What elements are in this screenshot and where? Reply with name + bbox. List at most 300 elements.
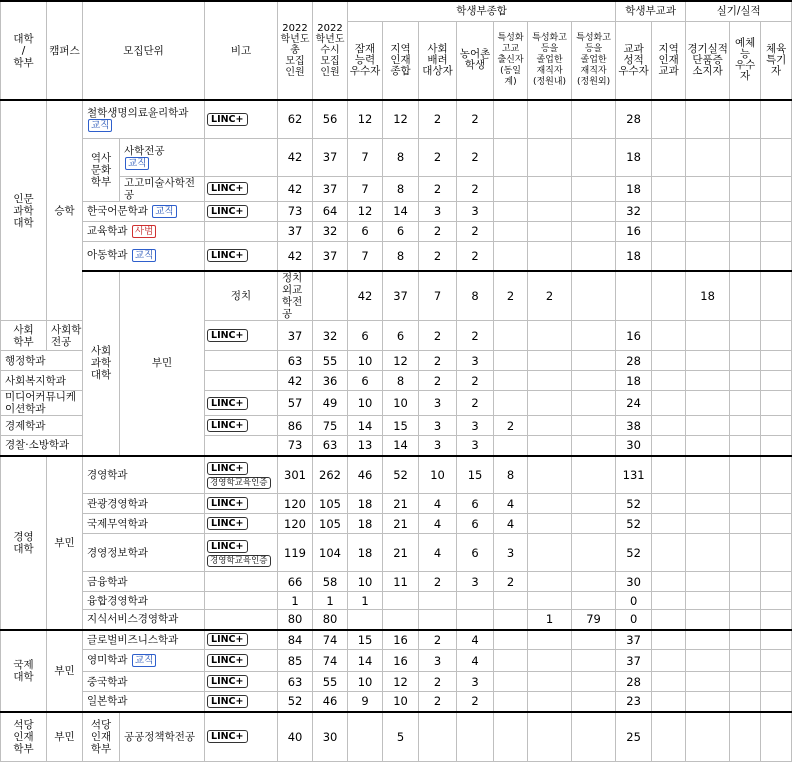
- linc-plus-badge: LINC+: [207, 654, 247, 667]
- quota-cell: 7: [348, 176, 383, 201]
- quota-cell: 15: [457, 456, 494, 494]
- quota-cell: 2: [457, 221, 494, 241]
- header-unit: 모집단위: [83, 1, 205, 100]
- quota-cell: 0: [616, 592, 652, 610]
- quota-cell: [494, 610, 528, 630]
- quota-cell: 14: [348, 416, 383, 436]
- unit-cell: [1, 416, 83, 436]
- quota-cell: 6: [348, 371, 383, 391]
- linc-plus-badge: LINC+: [207, 540, 247, 553]
- quota-cell: [572, 534, 616, 572]
- sub-department: 석당 인재 학부: [83, 712, 120, 762]
- quota-cell: [761, 371, 792, 391]
- linc-plus-badge: LINC+: [207, 113, 247, 126]
- quota-cell: [686, 416, 730, 436]
- quota-cell: [730, 436, 761, 456]
- unit-cell: [120, 176, 205, 201]
- teachers-college-badge: 사범: [132, 225, 156, 238]
- quota-cell: 10: [383, 391, 419, 416]
- quota-cell: [494, 371, 528, 391]
- quota-cell: [686, 351, 730, 371]
- linc-plus-badge: LINC+: [207, 419, 247, 432]
- quota-cell: 8: [383, 138, 419, 176]
- teaching-course-badge: 교직: [125, 157, 149, 170]
- quota-cell: 14: [383, 436, 419, 456]
- quota-cell: [572, 436, 616, 456]
- quota-cell: [572, 221, 616, 241]
- table-row: [1, 650, 792, 672]
- quota-cell: 8: [457, 271, 494, 321]
- quota-cell: [686, 456, 730, 494]
- quota-cell: 38: [616, 416, 652, 436]
- unit-cell: [83, 100, 205, 138]
- quota-cell: [730, 416, 761, 436]
- quota-cell: 15: [383, 416, 419, 436]
- quota-cell: 3: [419, 650, 457, 672]
- header-col-8: 교과 성적 우수자: [616, 21, 652, 100]
- quota-cell: [528, 416, 572, 436]
- quota-cell: [761, 692, 792, 712]
- quota-cell: 16: [383, 630, 419, 650]
- total-quota: 52: [278, 692, 313, 712]
- unit-cell: [83, 241, 205, 271]
- teaching-course-badge: 교직: [88, 119, 112, 132]
- quota-cell: [730, 692, 761, 712]
- quota-cell: 16: [616, 221, 652, 241]
- table-row: [1, 138, 792, 176]
- quota-cell: [686, 610, 730, 630]
- susi-quota: 63: [313, 436, 348, 456]
- quota-cell: 6: [383, 321, 419, 351]
- quota-cell: [528, 592, 572, 610]
- quota-cell: 6: [457, 534, 494, 572]
- college-name: 국제 대학: [1, 630, 47, 712]
- quota-cell: [419, 592, 457, 610]
- quota-cell: [528, 221, 572, 241]
- linc-plus-badge: LINC+: [207, 397, 247, 410]
- quota-cell: 2: [457, 391, 494, 416]
- susi-quota: 80: [313, 610, 348, 630]
- unit-cell: [1, 351, 83, 371]
- remark-cell: [205, 650, 278, 672]
- business-edu-cert-badge: 경영학교육인증: [207, 555, 270, 567]
- quota-cell: 2: [419, 321, 457, 351]
- quota-cell: 18: [686, 271, 730, 321]
- header-col-2: 지역 인재 종합: [383, 21, 419, 100]
- quota-cell: [494, 650, 528, 672]
- header-group-practical: 실기/실적: [686, 1, 792, 21]
- remark-cell: [205, 456, 278, 494]
- total-quota: 73: [278, 436, 313, 456]
- quota-cell: 25: [616, 712, 652, 762]
- table-row: [1, 672, 792, 692]
- quota-cell: [494, 201, 528, 221]
- quota-cell: 10: [348, 572, 383, 592]
- quota-cell: [572, 271, 616, 321]
- linc-plus-badge: LINC+: [207, 249, 247, 262]
- quota-cell: [761, 416, 792, 436]
- quota-cell: 7: [348, 241, 383, 271]
- quota-cell: 131: [616, 456, 652, 494]
- quota-cell: [686, 712, 730, 762]
- quota-cell: [652, 391, 686, 416]
- susi-quota: 262: [313, 456, 348, 494]
- quota-cell: [686, 371, 730, 391]
- quota-cell: 3: [494, 534, 528, 572]
- quota-cell: 7: [348, 138, 383, 176]
- unit-cell: [83, 221, 205, 241]
- table-row: [1, 534, 792, 572]
- quota-cell: 30: [616, 436, 652, 456]
- susi-quota: 32: [313, 221, 348, 241]
- quota-cell: [528, 138, 572, 176]
- quota-cell: [761, 351, 792, 371]
- quota-cell: 18: [348, 534, 383, 572]
- quota-cell: [730, 100, 761, 138]
- linc-plus-badge: LINC+: [207, 497, 247, 510]
- total-quota: 301: [278, 456, 313, 494]
- quota-cell: [761, 610, 792, 630]
- quota-cell: [686, 572, 730, 592]
- college-name: 사회 과학 대학: [83, 271, 120, 456]
- remark-cell: [205, 391, 278, 416]
- quota-cell: [730, 138, 761, 176]
- unit-cell: [47, 321, 83, 351]
- quota-cell: [686, 391, 730, 416]
- unit-cell: [120, 138, 205, 176]
- susi-quota: 56: [313, 100, 348, 138]
- header-susi-2022: 2022 학년도 수시 모집 인원: [313, 1, 348, 100]
- quota-cell: [730, 534, 761, 572]
- quota-cell: [383, 592, 419, 610]
- table-row: [1, 572, 792, 592]
- unit-cell: [1, 391, 83, 416]
- header-col-3: 사회 배려 대상자: [419, 21, 457, 100]
- table-row: [1, 271, 792, 321]
- linc-plus-badge: LINC+: [207, 633, 247, 646]
- susi-quota: 64: [313, 201, 348, 221]
- linc-plus-badge: LINC+: [207, 675, 247, 688]
- total-quota: 42: [278, 176, 313, 201]
- unit-cell: [1, 371, 83, 391]
- total-quota: 119: [278, 534, 313, 572]
- quota-cell: [652, 436, 686, 456]
- quota-cell: 4: [494, 514, 528, 534]
- table-body: [1, 100, 792, 762]
- quota-cell: [686, 176, 730, 201]
- quota-cell: [652, 592, 686, 610]
- quota-cell: [761, 672, 792, 692]
- unit-cell: [83, 494, 205, 514]
- quota-cell: 6: [383, 221, 419, 241]
- quota-cell: [761, 514, 792, 534]
- quota-cell: 4: [494, 494, 528, 514]
- quota-cell: [572, 100, 616, 138]
- quota-cell: 12: [383, 100, 419, 138]
- quota-cell: 0: [616, 610, 652, 630]
- table-header: [1, 1, 792, 100]
- quota-cell: [528, 201, 572, 221]
- quota-cell: 52: [383, 456, 419, 494]
- quota-cell: [652, 221, 686, 241]
- quota-cell: 3: [457, 672, 494, 692]
- quota-cell: [730, 610, 761, 630]
- total-quota: 84: [278, 630, 313, 650]
- quota-cell: [652, 610, 686, 630]
- quota-cell: 2: [419, 100, 457, 138]
- unit-name: 사회복지학과: [5, 374, 66, 387]
- unit-name: 일본학과: [87, 695, 128, 708]
- unit-name: 사회학전공: [51, 323, 82, 348]
- quota-cell: [730, 514, 761, 534]
- quota-cell: [457, 610, 494, 630]
- header-col-4: 농어촌 학생: [457, 21, 494, 100]
- quota-cell: [528, 672, 572, 692]
- remark-cell: [205, 494, 278, 514]
- quota-cell: [652, 572, 686, 592]
- total-quota: 80: [278, 610, 313, 630]
- quota-cell: 28: [616, 672, 652, 692]
- unit-name: 정치외교학전공: [282, 272, 303, 320]
- remark-cell: [205, 572, 278, 592]
- susi-quota: 1: [313, 592, 348, 610]
- unit-name: 미디어커뮤니케이션학과: [5, 391, 77, 415]
- quota-cell: 1: [348, 592, 383, 610]
- quota-cell: [730, 712, 761, 762]
- susi-quota: 75: [313, 416, 348, 436]
- linc-plus-badge: LINC+: [207, 329, 247, 342]
- quota-cell: [652, 416, 686, 436]
- susi-quota: 32: [313, 321, 348, 351]
- remark-cell: [205, 100, 278, 138]
- quota-cell: [652, 534, 686, 572]
- quota-cell: [730, 176, 761, 201]
- quota-cell: 5: [383, 712, 419, 762]
- linc-plus-badge: LINC+: [207, 730, 247, 743]
- quota-cell: 30: [616, 572, 652, 592]
- quota-cell: 4: [419, 514, 457, 534]
- quota-cell: [730, 391, 761, 416]
- unit-name: 공공정책학전공: [124, 730, 196, 743]
- quota-cell: 1: [528, 610, 572, 630]
- quota-cell: [686, 650, 730, 672]
- quota-cell: 2: [419, 692, 457, 712]
- quota-cell: 18: [348, 514, 383, 534]
- unit-cell: [83, 514, 205, 534]
- header-total-2022: 2022 학년도 총 모집 인원: [278, 1, 313, 100]
- quota-cell: 18: [616, 241, 652, 271]
- quota-cell: [528, 572, 572, 592]
- linc-plus-badge: LINC+: [207, 695, 247, 708]
- quota-cell: 6: [457, 494, 494, 514]
- unit-cell: [83, 630, 205, 650]
- table-row: [1, 712, 792, 762]
- quota-cell: 4: [457, 630, 494, 650]
- teaching-course-badge: 교직: [152, 205, 176, 218]
- quota-cell: 2: [419, 221, 457, 241]
- linc-plus-badge: LINC+: [207, 517, 247, 530]
- quota-cell: [572, 712, 616, 762]
- unit-name: 경영학과: [87, 468, 128, 481]
- quota-cell: [686, 436, 730, 456]
- quota-cell: [730, 494, 761, 514]
- remark-cell: [313, 271, 348, 321]
- quota-cell: [686, 241, 730, 271]
- quota-cell: [383, 610, 419, 630]
- quota-cell: [572, 630, 616, 650]
- unit-cell: [83, 572, 205, 592]
- quota-cell: [761, 391, 792, 416]
- unit-name: 경영정보학과: [87, 546, 148, 559]
- quota-cell: [730, 371, 761, 391]
- quota-cell: 12: [383, 672, 419, 692]
- table-row: [1, 456, 792, 494]
- quota-cell: [457, 592, 494, 610]
- unit-name: 국제무역학과: [87, 517, 148, 530]
- quota-cell: [761, 221, 792, 241]
- header-col-6: 특성화고 등을 졸업한 재직자 (정원내): [528, 21, 572, 100]
- quota-cell: 15: [348, 630, 383, 650]
- quota-cell: [761, 534, 792, 572]
- total-quota: 73: [278, 201, 313, 221]
- quota-cell: 9: [348, 692, 383, 712]
- quota-cell: [652, 176, 686, 201]
- college-name: 경영 대학: [1, 456, 47, 630]
- quota-cell: [494, 138, 528, 176]
- unit-cell: [83, 592, 205, 610]
- quota-cell: [761, 241, 792, 271]
- total-quota: 85: [278, 650, 313, 672]
- quota-cell: 2: [528, 271, 572, 321]
- table-row: [1, 221, 792, 241]
- quota-cell: [348, 610, 383, 630]
- quota-cell: [528, 494, 572, 514]
- remark-cell: [205, 371, 278, 391]
- quota-cell: 4: [419, 494, 457, 514]
- quota-cell: 12: [348, 100, 383, 138]
- quota-cell: [572, 241, 616, 271]
- quota-cell: 2: [419, 351, 457, 371]
- quota-cell: [686, 534, 730, 572]
- quota-cell: [494, 321, 528, 351]
- quota-cell: 10: [348, 391, 383, 416]
- quota-cell: [528, 321, 572, 351]
- susi-quota: 55: [313, 672, 348, 692]
- quota-cell: [572, 138, 616, 176]
- quota-cell: [686, 100, 730, 138]
- quota-cell: 12: [383, 351, 419, 371]
- remark-cell: [205, 630, 278, 650]
- unit-name: 사학전공: [124, 144, 165, 157]
- quota-cell: [761, 271, 792, 321]
- remark-cell: [205, 692, 278, 712]
- table-row: [1, 514, 792, 534]
- quota-cell: 2: [457, 321, 494, 351]
- quota-cell: [572, 321, 616, 351]
- quota-cell: [761, 592, 792, 610]
- quota-cell: [686, 630, 730, 650]
- quota-cell: 10: [348, 672, 383, 692]
- quota-cell: [528, 100, 572, 138]
- quota-cell: 28: [616, 351, 652, 371]
- quota-cell: 28: [616, 100, 652, 138]
- header-college: 대학 / 학부: [1, 1, 47, 100]
- unit-name: 한국어문학과: [87, 204, 148, 217]
- susi-quota: 37: [383, 271, 419, 321]
- quota-cell: 2: [419, 176, 457, 201]
- total-quota: 86: [278, 416, 313, 436]
- quota-cell: 79: [572, 610, 616, 630]
- unit-name: 관광경영학과: [87, 497, 148, 510]
- linc-plus-badge: LINC+: [207, 182, 247, 195]
- quota-cell: [686, 221, 730, 241]
- unit-name: 금융학과: [87, 575, 128, 588]
- college-name: 인문 과학 대학: [1, 100, 47, 321]
- quota-cell: 2: [457, 241, 494, 271]
- quota-cell: 2: [457, 138, 494, 176]
- total-quota: 66: [278, 572, 313, 592]
- quota-cell: [528, 241, 572, 271]
- quota-cell: [761, 456, 792, 494]
- susi-quota: 30: [313, 712, 348, 762]
- remark-cell: [205, 712, 278, 762]
- quota-cell: [572, 514, 616, 534]
- susi-quota: 37: [313, 138, 348, 176]
- quota-cell: [730, 241, 761, 271]
- quota-cell: [528, 436, 572, 456]
- susi-quota: 37: [313, 241, 348, 271]
- table-row: [1, 241, 792, 271]
- quota-cell: [652, 692, 686, 712]
- header-col-7: 특성화고 등을 졸업한 재직자 (정원외): [572, 21, 616, 100]
- unit-name: 영미학과: [87, 654, 128, 666]
- quota-cell: 3: [457, 351, 494, 371]
- quota-cell: [730, 592, 761, 610]
- quota-cell: 18: [616, 371, 652, 391]
- quota-cell: [730, 572, 761, 592]
- unit-name: 아동학과: [87, 249, 128, 262]
- campus-name: 부민: [47, 712, 83, 762]
- unit-name: 글로벌비즈니스학과: [87, 633, 179, 646]
- quota-cell: [616, 271, 652, 321]
- quota-cell: 21: [383, 514, 419, 534]
- quota-cell: [761, 712, 792, 762]
- remark-cell: [205, 201, 278, 221]
- quota-cell: 3: [457, 572, 494, 592]
- quota-cell: [572, 650, 616, 672]
- quota-cell: 2: [419, 138, 457, 176]
- quota-cell: [494, 176, 528, 201]
- remark-cell: [205, 436, 278, 456]
- quota-cell: [494, 241, 528, 271]
- table-row: [1, 201, 792, 221]
- quota-cell: [652, 712, 686, 762]
- total-quota: 120: [278, 514, 313, 534]
- quota-cell: [494, 351, 528, 371]
- total-quota: 57: [278, 391, 313, 416]
- quota-cell: [348, 712, 383, 762]
- header-col-1: 잠재 능력 우수자: [348, 21, 383, 100]
- quota-cell: [730, 321, 761, 351]
- unit-name: 고고미술사학전공: [124, 176, 196, 201]
- quota-cell: [572, 572, 616, 592]
- quota-cell: [686, 514, 730, 534]
- quota-cell: [494, 672, 528, 692]
- quota-cell: 8: [494, 456, 528, 494]
- quota-cell: [528, 351, 572, 371]
- quota-cell: [652, 514, 686, 534]
- remark-cell: [205, 592, 278, 610]
